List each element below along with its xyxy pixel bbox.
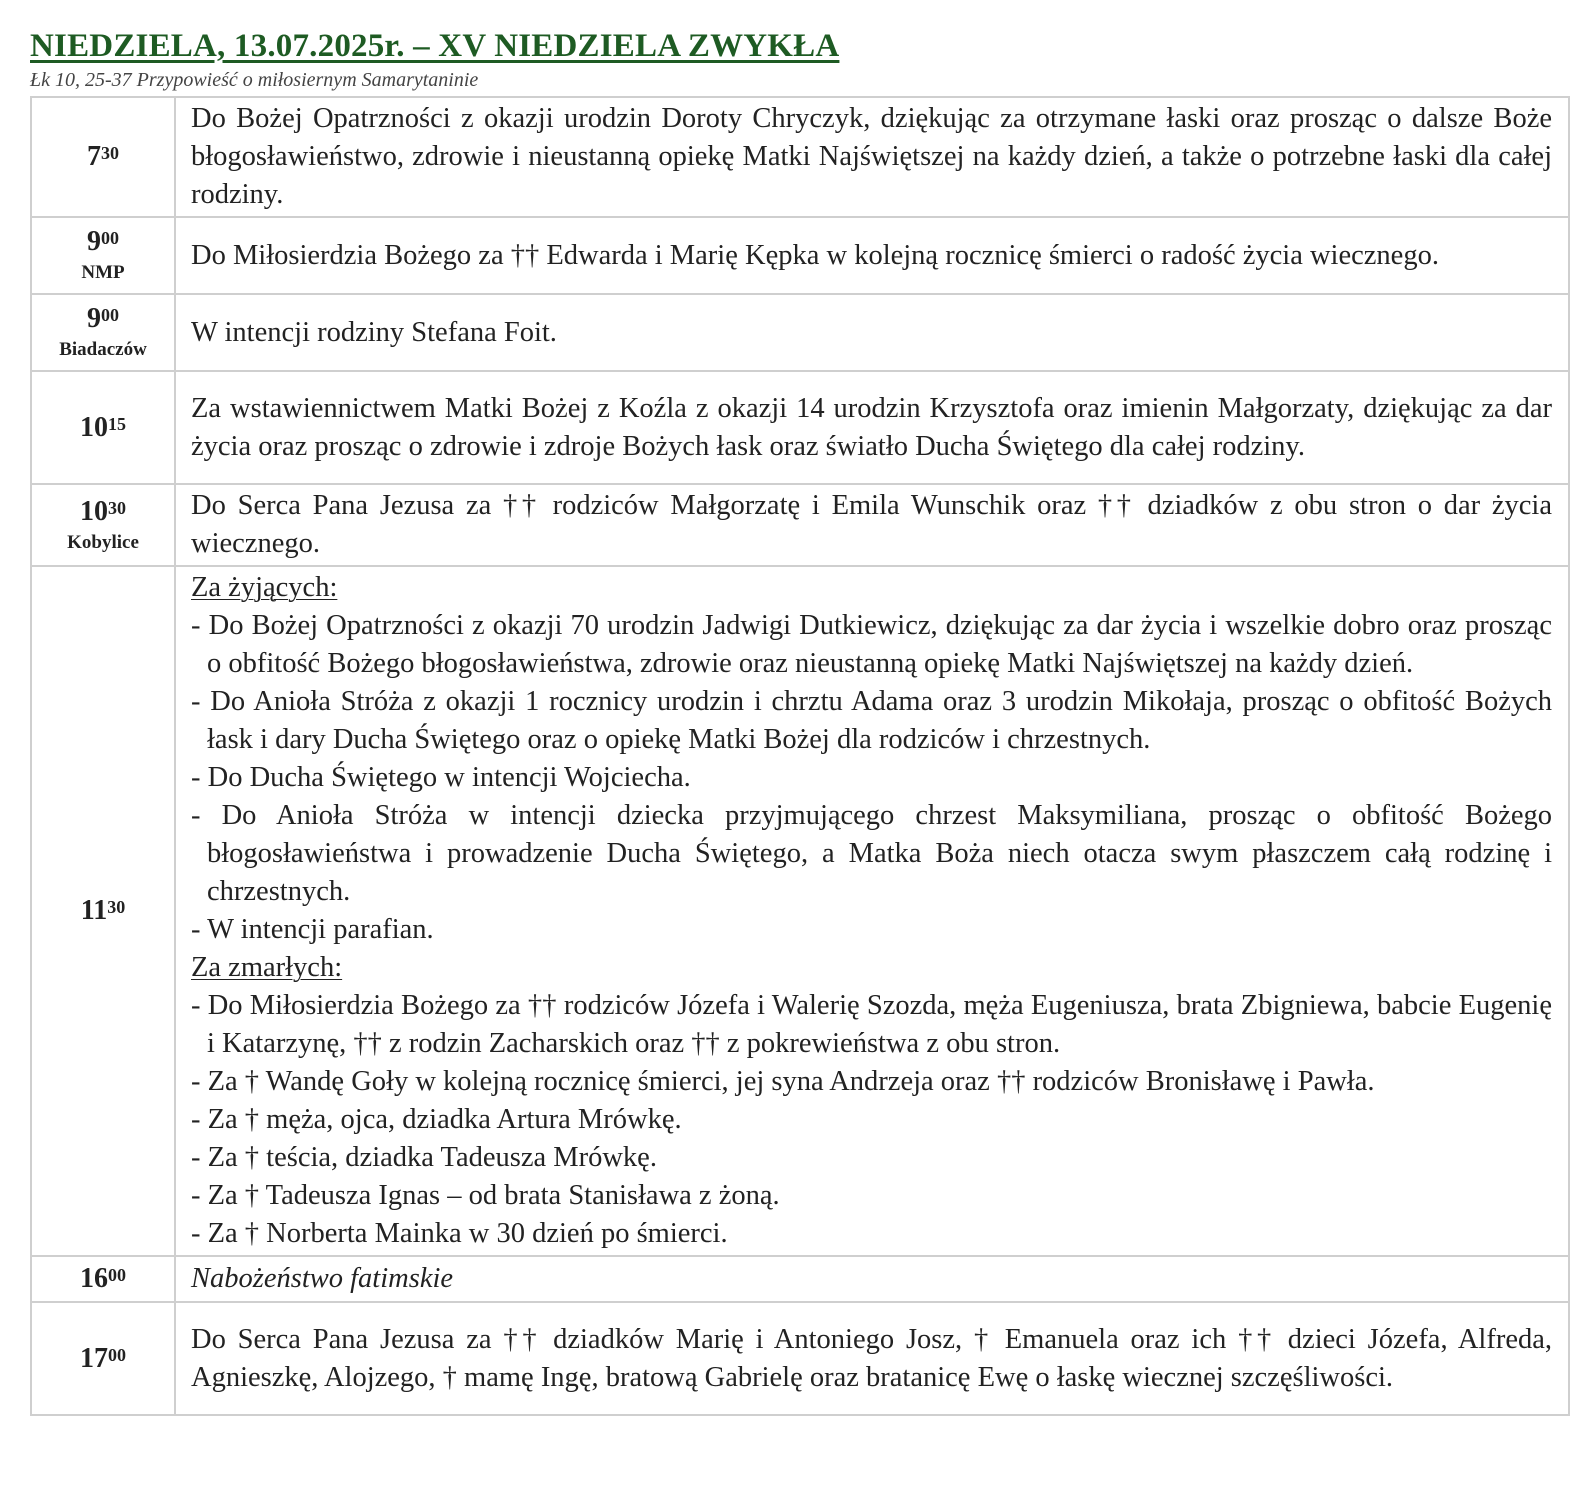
list-item: - Do Anioła Stróża z okazji 1 rocznicy urodzin i chrztu Adama oraz 3 urodzin Mikołaja, prosząc o obfitość Bożych łask i dary Ducha Świętego oraz o opiekę Matki Bożej dla rodziców i chrzestnych.: [191, 686, 1552, 755]
table-row: [31, 1256, 1569, 1302]
intention-text: Do Miłosierdzia Bożego za †† Edwarda i Marię Kępka w kolejną rocznicę śmierci o radość życia wiecznego.: [175, 217, 1569, 294]
table-row: [31, 217, 1569, 294]
table-row: [31, 294, 1569, 371]
mass-time: $11^{30}$: [80, 895, 126, 926]
table-row: [31, 484, 1569, 566]
intention-text: [175, 566, 1569, 1256]
intention-text: W intencji rodziny Stefana Foit.: [175, 294, 1569, 371]
list-item: - Za † Tadeusza Ignas – od brata Stanisława z żoną.: [191, 1180, 780, 1211]
list-item: - Do Miłosierdzia Bożego za †† rodziców Józefa i Walerię Szozda, męża Eugeniusza, brata Zbigniewa, babcie Eugenię i Katarzynę, †† z rodzin Zacharskich oraz †† z pokrewieństwa z obu stron.: [191, 990, 1552, 1059]
deceased-heading: Za zmarłych:: [191, 952, 343, 983]
mass-time-cell: [31, 566, 175, 1256]
intention-text: Do Serca Pana Jezusa za †† rodziców Małgorzatę i Emila Wunschik oraz †† dziadków z obu stron o dar życia wiecznego.: [175, 484, 1569, 566]
mass-intentions-table: [30, 96, 1570, 1416]
mass-time: $7^{30}$: [87, 141, 119, 172]
intention-text: Nabożeństwo fatimskie: [175, 1256, 1569, 1302]
list-item: - Za † Wandę Goły w kolejną rocznicę śmierci, jej syna Andrzeja oraz †† rodziców Bronisławę i Pawła.: [191, 1066, 1375, 1097]
mass-time-cell: [31, 97, 175, 217]
mass-time-cell: [31, 371, 175, 484]
list-item: - Do Bożej Opatrzności z okazji 70 urodzin Jadwigi Dutkiewicz, dziękując za dar życia i wszelkie dobro oraz prosząc o obfitość Bożego błogosławieństwa, zdrowie oraz nieustanną opiekę Matki Najświętszej na każdy dzień.: [191, 610, 1552, 679]
mass-time-cell: [31, 484, 175, 566]
mass-time: $9^{00}$: [87, 303, 119, 334]
mass-location: Biadaczów: [59, 339, 147, 360]
page-title: NIEDZIELA, 13.07.2025r. – XV NIEDZIELA ZWYKŁA: [30, 28, 840, 64]
list-item: - Do Ducha Świętego w intencji Wojciecha.: [191, 762, 691, 793]
gospel-reference: Łk 10, 25-37 Przypowieść o miłosiernym Samarytaninie: [30, 69, 479, 91]
list-item: - Za † teścia, dziadka Tadeusza Mrówkę.: [191, 1142, 657, 1173]
living-heading: Za żyjących:: [191, 572, 338, 603]
list-item: - W intencji parafian.: [191, 914, 434, 945]
mass-time-cell: [31, 1256, 175, 1302]
mass-time: $16^{00}$: [80, 1263, 126, 1294]
page: [30, 26, 1570, 1416]
mass-location: Kobylice: [67, 531, 139, 553]
mass-time: $17^{00}$: [80, 1342, 126, 1374]
table-row: [31, 97, 1569, 217]
table-row: [31, 1302, 1569, 1415]
intention-text: Do Serca Pana Jezusa za †† dziadków Marię i Antoniego Josz, † Emanuela oraz ich †† dzieci Józefa, Alfreda, Agnieszkę, Alojzego, † mamę Ingę, bratową Gabrielę oraz bratanicę Ewę o łaskę wiecznej szczęśliwości.: [175, 1302, 1569, 1415]
mass-location: NMP: [81, 262, 125, 283]
table-row: [31, 371, 1569, 484]
list-item: - Za † męża, ojca, dziadka Artura Mrówkę.: [191, 1104, 682, 1135]
mass-time-cell: [31, 217, 175, 294]
mass-time: $10^{15}$: [80, 411, 126, 443]
mass-time: $10^{30}$: [80, 495, 126, 527]
intention-text: Do Bożej Opatrzności z okazji urodzin Doroty Chryczyk, dziękując za otrzymane łaski oraz prosząc o dalsze Boże błogosławieństwo, zdrowie i nieustanną opiekę Matki Najświętszej na każdy dzień, a także o potrzebne łaski dla całej rodziny.: [175, 97, 1569, 217]
table-row: [31, 566, 1569, 1256]
intention-text: Za wstawiennictwem Matki Bożej z Koźla z okazji 14 urodzin Krzysztofa oraz imienin Małgorzaty, dziękując za dar życia oraz prosząc o zdrowie i zdroje Bożych łask oraz światło Ducha Świętego dla całej rodziny.: [175, 371, 1569, 484]
mass-time: $9^{00}$: [87, 226, 119, 257]
list-item: - Do Anioła Stróża w intencji dziecka przyjmującego chrzest Maksymiliana, prosząc o obfitość Bożego błogosławieństwa i prowadzenie Ducha Świętego, a Matka Boża niech otacza swym płaszczem całą rodzinę i chrzestnych.: [191, 800, 1552, 907]
mass-time-cell: [31, 1302, 175, 1415]
list-item: - Za † Norberta Mainka w 30 dzień po śmierci.: [191, 1218, 728, 1249]
mass-time-cell: [31, 294, 175, 371]
